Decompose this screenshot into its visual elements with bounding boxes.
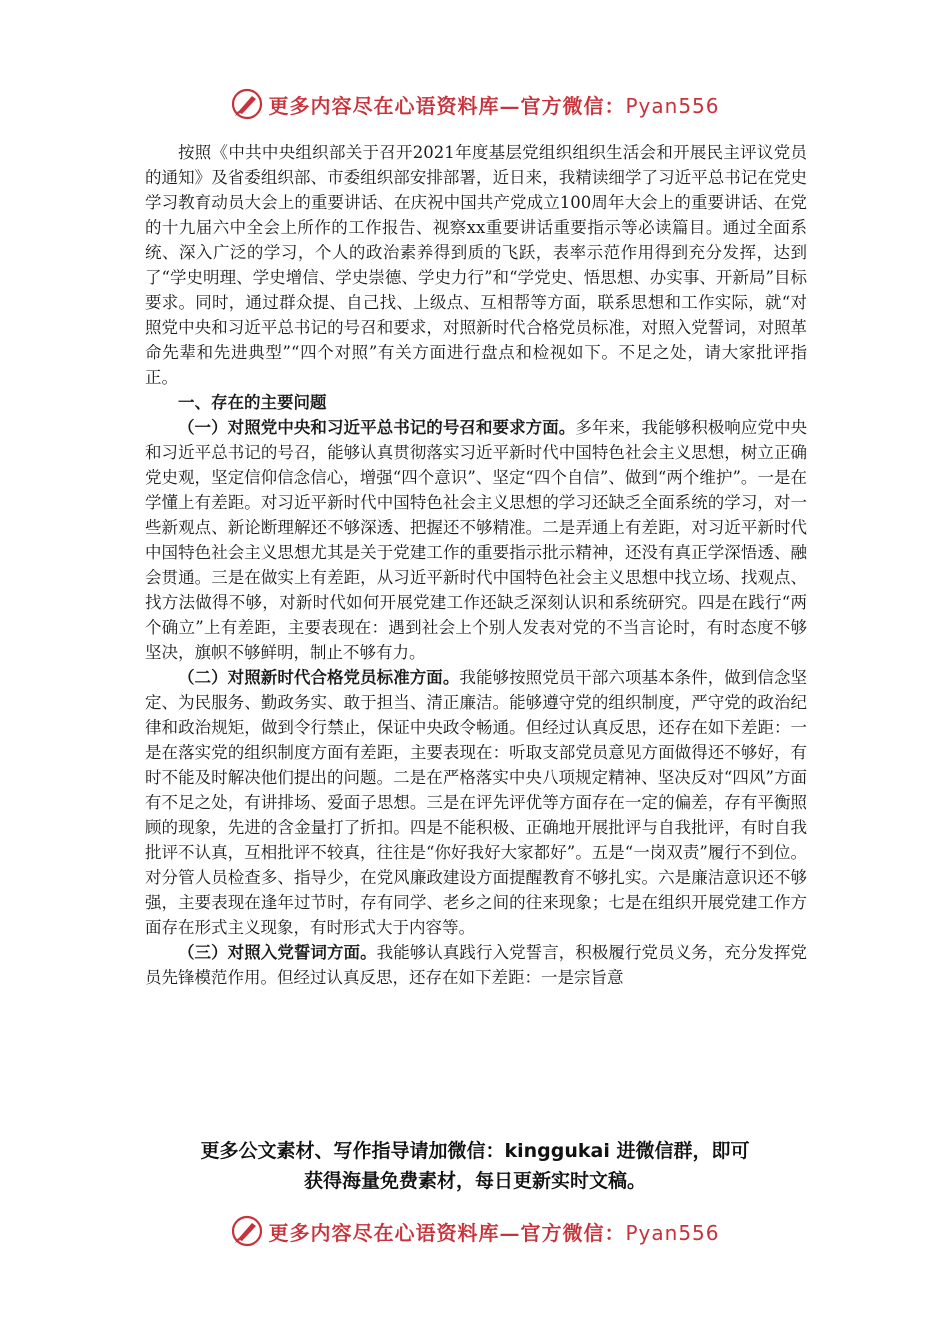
item-lead-1: （一）对照党中央和习近平总书记的号召和要求方面。 <box>178 418 576 437</box>
promo-line-2: 获得海量免费素材，每日更新实时文稿。 <box>303 1170 646 1192</box>
item-paragraph-1 <box>145 415 807 665</box>
item-body-1: 多年来，我能够积极响应党中央和习近平总书记的号召，能够认真贯彻落实习近平新时代中国特色社会主义思想，树立正确党史观，坚定信仰信念信心，增强“四个意识”、坚定“四个自信”、做到“两个维护”。一是在学懂上有差距。对习近平新时代中国特色社会主义思想的学习还缺乏全面系统的学习，对一些新观点、新论断理解还不够深透、把握还不够精准。二是弄通上有差距，对习近平新时代中国特色社会主义思想尤其是关于党建工作的重要指示批示精神，还没有真正学深悟透、融会贯通。三是在做实上有差距，从习近平新时代中国特色社会主义思想中找立场、找观点、找方法做得不够，对新时代如何开展党建工作还缺乏深刻认识和系统研究。四是在践行“两个确立”上有差距，主要表现在：遇到社会上个别人发表对党的不当言论时，有时态度不够坚决，旗帜不够鲜明，制止不够有力。 <box>145 418 808 662</box>
item-paragraph-2 <box>145 665 807 940</box>
item-body-2: 我能够按照党员干部六项基本条件，做到信念坚定、为民服务、勤政务实、敢于担当、清正廉洁。能够遵守党的组织制度，严守党的政治纪律和政治规矩，做到令行禁止，保证中央政令畅通。但经过认真反思，还存在如下差距：一是在落实党的组织制度方面有差距，主要表现在：听取支部党员意见方面做得还不够好，有时不能及时解决他们提出的问题。二是在严格落实中央八项规定精神、坚决反对“四风”方面有不足之处，有讲排场、爱面子思想。三是在评先评优等方面存在一定的偏差，存有平衡照顾的现象，先进的含金量打了折扣。四是不能积极、正确地开展批评与自我批评，有时自我批评不认真，互相批评不较真，往往是“你好我好大家都好”。五是“一岗双责”履行不到位。对分管人员检查多、指导少，在党风廉政建设方面提醒教育不够扎实。六是廉洁意识还不够强，主要表现在逢年过节时，存有同学、老乡之间的往来现象；七是在组织开展党建工作方面存在形式主义现象，有时形式大于内容等。 <box>145 668 808 937</box>
brand-label: 更多内容尽在心语资料库—官方微信： <box>268 93 626 118</box>
footer-banner <box>0 1211 950 1251</box>
wechat-id: Pyan556 <box>625 1220 720 1245</box>
wechat-id: Pyan556 <box>625 93 720 118</box>
item-paragraph-3 <box>145 940 807 990</box>
brand-label: 更多内容尽在心语资料库—官方微信： <box>268 1220 626 1245</box>
section-heading: 一、存在的主要问题 <box>178 393 327 412</box>
item-body-3: 我能够认真践行入党誓言，积极履行党员义务，充分发挥党员先锋模范作用。但经过认真反思，还存在如下差距：一是宗旨意 <box>145 943 808 987</box>
brand-text <box>268 90 719 119</box>
document-body <box>145 140 807 990</box>
brand-text <box>268 1217 719 1246</box>
item-lead-2: （二）对照新时代合格党员标准方面。 <box>178 668 460 687</box>
intro-paragraph: 按照《中共中央组织部关于召开2021年度基层党组织组织生活会和开展民主评议党员的通知》及省委组织部、市委组织部安排部署，近日来，我精读细学了习近平总书记在党史学习教育动员大会上的重要讲话、在庆祝中国共产党成立100周年大会上的重要讲话、在党的十九届六中全会上所作的工作报告、视察xx重要讲话重要指示等必读篇目。通过全面系统、深入广泛的学习，个人的政治素养得到质的飞跃，表率示范作用得到充分发挥，达到了“学史明理、学史增信、学史崇德、学史力行”和“学党史、悟思想、办实事、开新局”目标要求。同时，通过群众提、自己找、上级点、互相帮等方面，联系思想和工作实际，就“对照党中央和习近平总书记的号召和要求，对照新时代合格党员标准，对照入党誓词，对照革命先辈和先进典型”“四个对照”有关方面进行盘点和检视如下。不足之处，请大家批评指正。 <box>145 143 807 387</box>
promo-line-1: 更多公文素材、写作指导请加微信：kinggukai 进微信群，即可 <box>200 1140 750 1162</box>
item-lead-3: （三）对照入党誓词方面。 <box>178 943 377 962</box>
pen-logo-icon <box>230 1214 264 1248</box>
pen-logo-icon <box>230 87 264 121</box>
header-banner <box>0 84 950 124</box>
promo-notice <box>0 1136 950 1196</box>
